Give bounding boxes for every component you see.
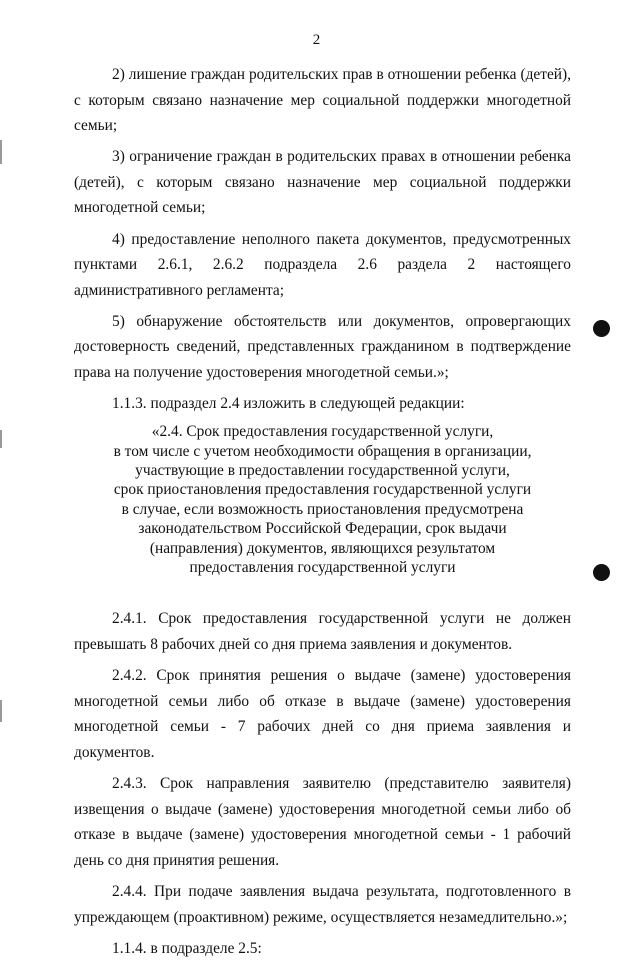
paragraph-2-4-4: 2.4.4. При подаче заявления выдача результата, подготовленного в упреждающем (проактивном) режиме, осуществляется незамедлительно.»; xyxy=(74,882,571,926)
page-number: 2 xyxy=(312,32,321,48)
paragraph-item-2: 2) лишение граждан родительских прав в отношении ребенка (детей), с которым связано назначение мер социальной поддержки многодетной семьи; xyxy=(74,66,571,135)
heading-line: (направления) документов, являющихся результатом xyxy=(149,539,496,557)
paragraph-1-1-4: 1.1.4. в подразделе 2.5: xyxy=(112,939,262,957)
heading-line: в том числе с учетом необходимости обращения в организации, xyxy=(113,442,532,460)
paragraph-2-4-2: 2.4.2. Срок принятия решения о выдаче (замене) удостоверения многодетной семьи либо об отказе в выдаче (замене) удостоверения многодетной семьи - 7 рабочих дней со дня приема заявления и документов. xyxy=(74,667,571,761)
scan-edge-mark xyxy=(0,700,2,722)
scan-hole-mark-lower xyxy=(593,564,610,581)
paragraph-2-4-3: 2.4.3. Срок направления заявителю (представителю заявителя) извещения о выдаче (замене) удостоверения многодетной семьи либо об отказе в выдаче (замене) удостоверения многодетной семьи - 1 рабочий день со дня принятия решения. xyxy=(74,775,571,869)
heading-line: в случае, если возможность приостановления предусмотрена xyxy=(121,500,524,518)
scan-hole-mark-upper xyxy=(593,320,610,337)
scan-edge-mark xyxy=(0,140,2,164)
section-heading-2-4 xyxy=(74,422,571,577)
heading-line: срок приостановления предоставления государственной услуги xyxy=(113,481,532,499)
paragraph-item-5: 5) обнаружение обстоятельств или документов, опровергающих достоверность сведений, представленных гражданином в подтверждение права на получение удостоверения многодетной семьи.»; xyxy=(74,312,571,382)
paragraph-item-4: 4) предоставление неполного пакета документов, предусмотренных пунктами 2.6.1, 2.6.2 подраздела 2.6 раздела 2 настоящего административного регламента; xyxy=(74,230,571,299)
scan-edge-mark xyxy=(0,430,2,448)
heading-line: предоставления государственной услуги xyxy=(189,559,456,577)
document-body xyxy=(74,62,571,967)
paragraph-1-1-3: 1.1.3. подраздел 2.4 изложить в следующей редакции: xyxy=(112,395,465,413)
heading-line: участвующие в предоставлении государственной услуги, xyxy=(135,462,510,480)
spacer xyxy=(74,577,571,606)
heading-line: законодательством Российской Федерации, срок выдачи xyxy=(138,520,507,538)
paragraph-2-4-1: 2.4.1. Срок предоставления государственной услуги не должен превышать 8 рабочих дней со дня приема заявления и документов. xyxy=(74,610,571,654)
paragraph-item-3: 3) ограничение граждан в родительских правах в отношении ребенка (детей), с которым связано назначение мер социальной поддержки многодетной семьи; xyxy=(74,148,571,217)
heading-line: «2.4. Срок предоставления государственной услуги, xyxy=(151,423,494,441)
